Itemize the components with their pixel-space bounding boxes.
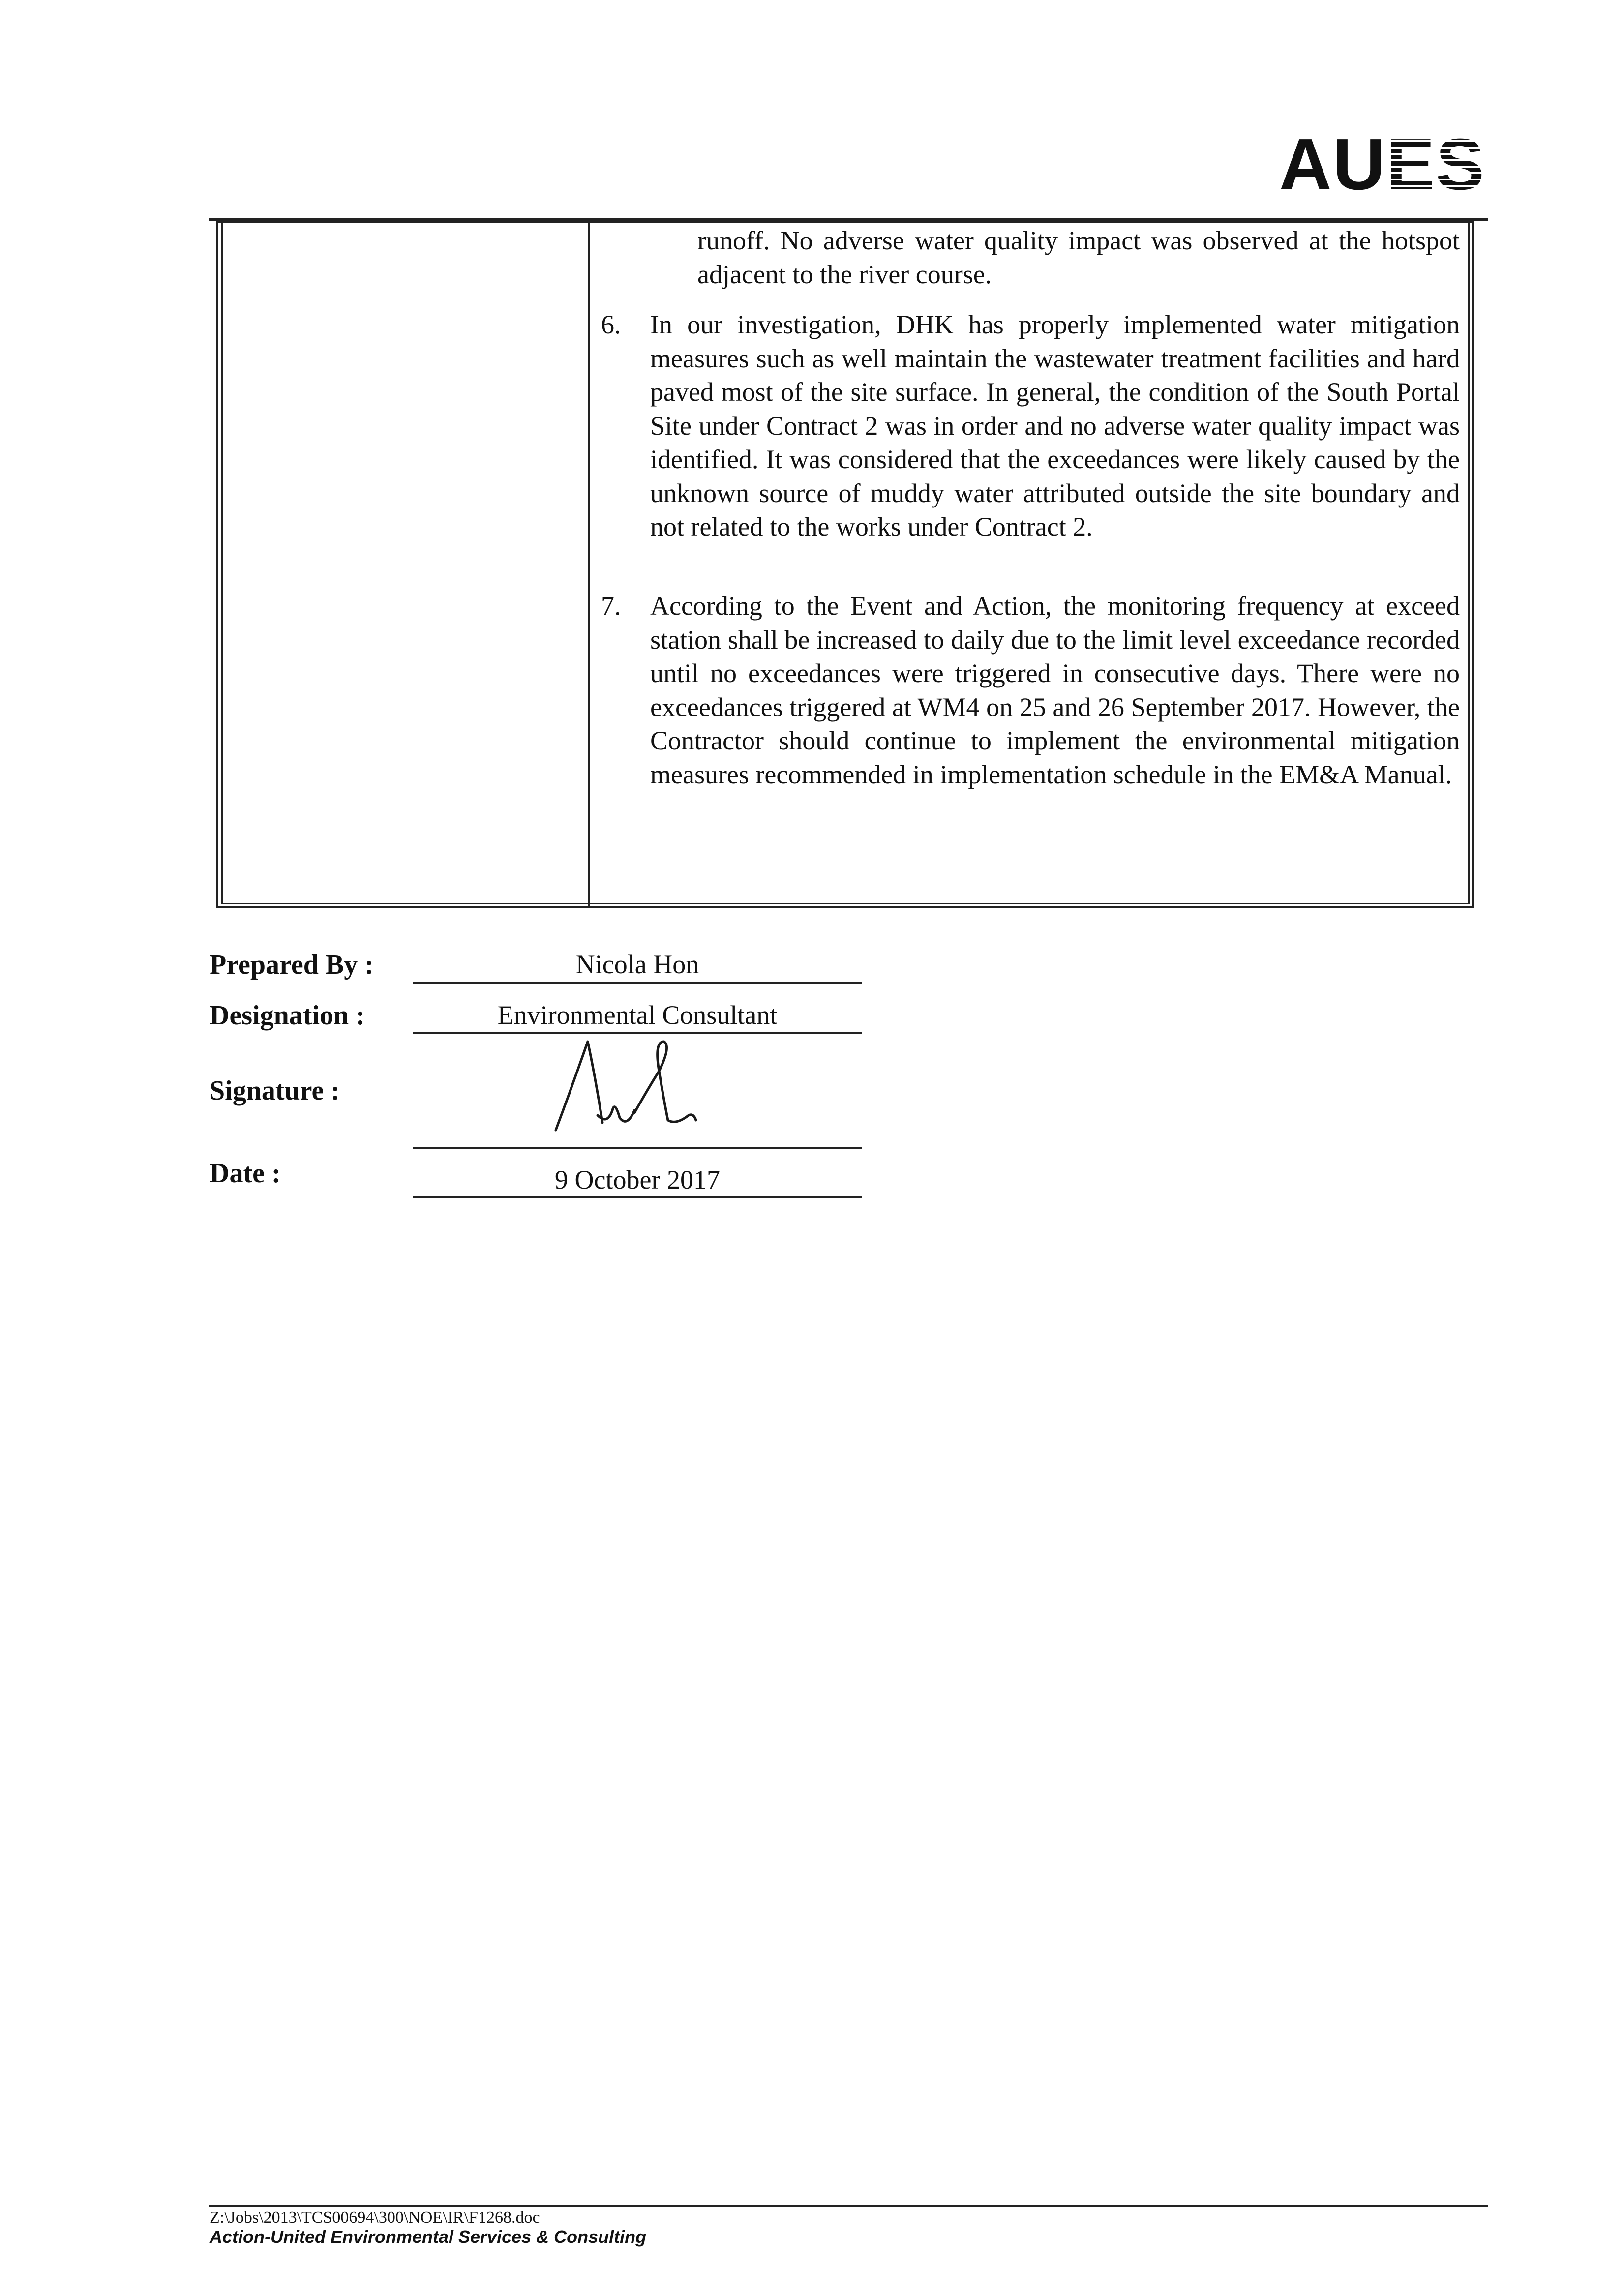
footer-file-path: Z:\Jobs\2013\TCS00694\300\NOE\IR\F1268.doc (210, 2208, 540, 2227)
signature-rule (413, 1147, 862, 1149)
date-label: Date : (210, 1158, 281, 1189)
designation-value: Environmental Consultant (497, 1000, 778, 1030)
date-value: 9 October 2017 (555, 1165, 720, 1194)
prepared-by-label: Prepared By : (210, 950, 374, 980)
list-item-text: According to the Event and Action, the monitoring frequency at exceed station shall be increased to daily due to the limit level exceedance recorded until no exceedances were triggered in consecutive days. There were no exceedances triggered at WM4 on 25 and 26 September 2017. However, the Contractor should continue to implement the environmental mitigation measures recommended in implementation schedule in the EM&A Manual. (650, 591, 1460, 789)
list-item-number: 7. (601, 591, 621, 621)
aues-logo (1249, 125, 1485, 204)
logo-text-hatched: ES (1386, 124, 1485, 205)
signature-label: Signature : (210, 1075, 340, 1106)
list-item-text: In our investigation, DHK has properly implemented water mitigation measures such as well maintain the wastewater treatment facilities and hard paved most of the site surface. In general, the condition of the South Portal Site under Contract 2 was in order and no adverse water quality impact was identified. It was considered that the exceedances were likely caused by the unknown source of muddy water attributed outside the site boundary and not related to the works under Contract 2. (650, 310, 1460, 541)
handwritten-signature (541, 1032, 738, 1140)
logo-text-main: AU (1279, 124, 1386, 205)
table-column-divider (588, 221, 590, 908)
prepared-by-value: Nicola Hon (575, 950, 699, 979)
footer-company-name: Action-United Environmental Services & Consulting (210, 2227, 647, 2247)
footer-rule (209, 2205, 1488, 2207)
designation-label: Designation : (210, 1000, 365, 1031)
date-rule (413, 1196, 862, 1198)
prepared-by-rule (413, 982, 862, 984)
continued-paragraph: runoff. No adverse water quality impact was observed at the hotspot adjacent to the river course. (697, 226, 1460, 289)
list-item-number: 6. (601, 310, 621, 339)
